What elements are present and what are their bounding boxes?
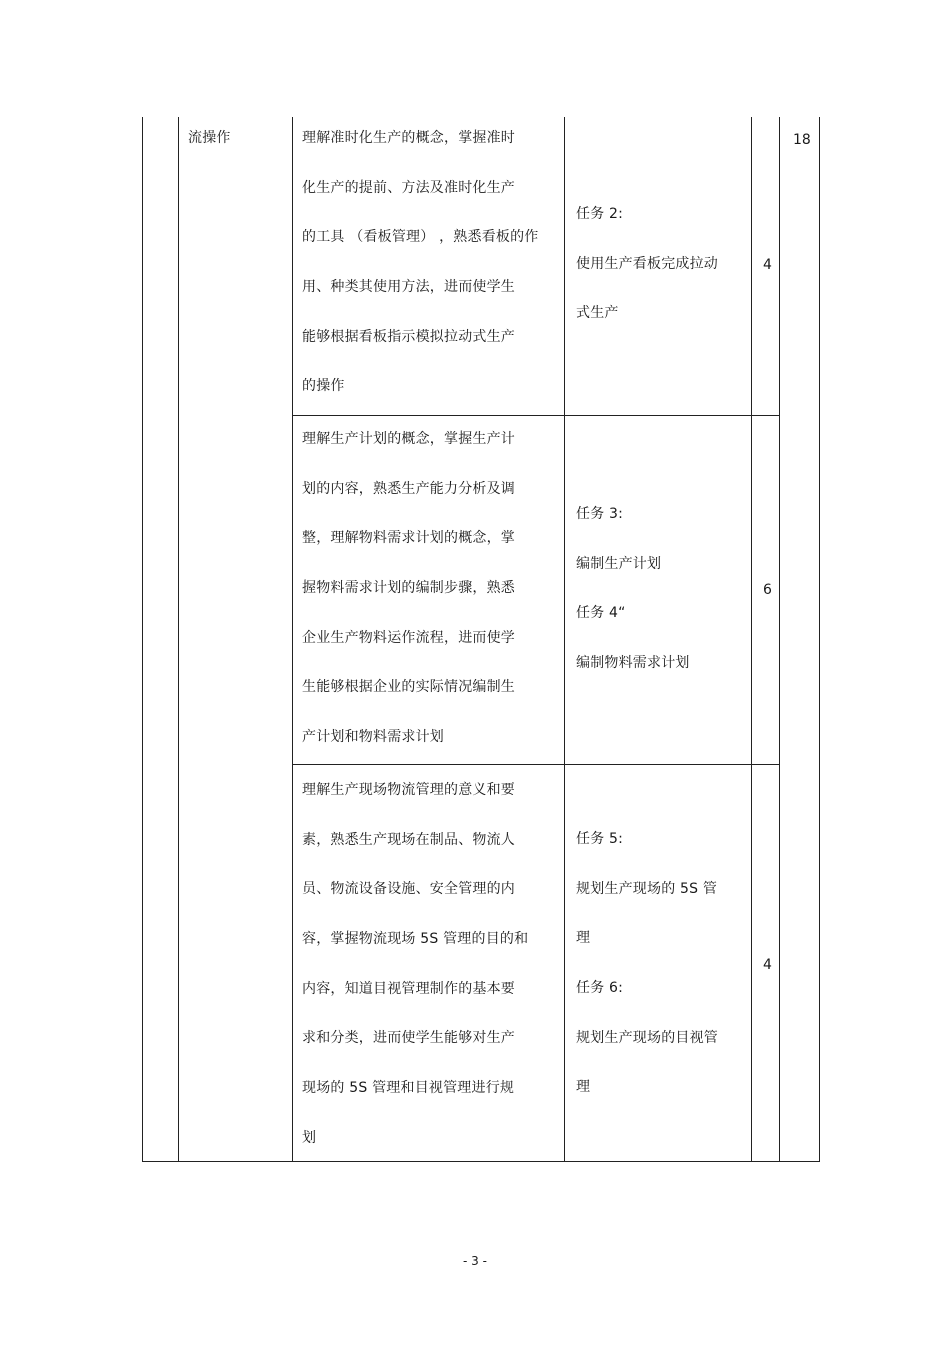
content-cell-row-2 [302, 415, 515, 763]
table-divider [292, 117, 293, 1162]
content-line: 内容，知道目视管理制作的基本要 [302, 980, 515, 997]
content-line: 员、物流设备设施、安全管理的内 [302, 881, 515, 898]
category-label: 流操作 [188, 130, 231, 146]
table-divider [779, 117, 780, 1162]
content-line: 能够根据看板指示模拟拉动式生产 [302, 328, 515, 345]
task-cell-row-1 [576, 190, 718, 339]
content-line: 素，熟悉生产现场在制品、物流人 [302, 831, 515, 848]
total-hours: 18 [793, 132, 811, 148]
content-line: 产计划和物料需求计划 [302, 729, 444, 746]
content-line: 化生产的提前、方法及准时化生产 [302, 179, 515, 196]
content-line: 划的内容，熟悉生产能力分析及调 [302, 480, 515, 497]
table-divider [751, 117, 752, 1162]
table-divider [178, 117, 179, 1162]
task-line: 任务 3: [576, 506, 624, 522]
content-line: 求和分类，进而使学生能够对生产 [302, 1030, 515, 1047]
content-line: 划 [302, 1129, 317, 1146]
content-line: 理解生产计划的概念，掌握生产计 [302, 431, 515, 447]
table-border-left [142, 117, 143, 1162]
content-line: 企业生产物料运作流程，进而使学 [302, 629, 515, 646]
hours-row-2: 6 [763, 582, 772, 598]
task-line: 理 [576, 930, 591, 947]
content-line: 理解准时化生产的概念，掌握准时 [302, 130, 515, 146]
task-line: 规划生产现场的目视管 [576, 1029, 718, 1046]
task-line: 理 [576, 1079, 591, 1096]
content-line: 整，理解物料需求计划的概念，掌 [302, 530, 515, 547]
task-cell-row-2 [576, 490, 690, 689]
task-line: 编制生产计划 [576, 555, 662, 572]
content-cell-row-3 [302, 766, 528, 1164]
task-line: 任务 6: [576, 980, 624, 997]
row-divider [292, 764, 780, 765]
content-cell-row-1 [302, 114, 539, 412]
task-line: 任务 5: [576, 831, 624, 847]
hours-row-1: 4 [763, 257, 772, 273]
page-number: - 3 - [463, 1254, 487, 1268]
table-border-right [819, 117, 820, 1162]
task-line: 使用生产看板完成拉动 [576, 255, 718, 272]
task-line: 任务 2: [576, 206, 624, 222]
content-line: 生能够根据企业的实际情况编制生 [302, 679, 515, 696]
content-line: 容，掌握物流现场 5S 管理的目的和 [302, 931, 529, 948]
content-line: 的工具 （看板管理） ，熟悉看板的作 [302, 229, 539, 246]
content-line: 握物料需求计划的编制步骤，熟悉 [302, 580, 515, 597]
task-cell-row-3 [576, 815, 718, 1113]
hours-row-3: 4 [763, 957, 772, 973]
task-line: 编制物料需求计划 [576, 655, 690, 672]
content-line: 用、种类其使用方法，进而使学生 [302, 279, 515, 296]
task-line: 式生产 [576, 305, 619, 322]
content-line: 的操作 [302, 378, 345, 395]
table-divider [564, 117, 565, 1162]
task-line: 任务 4“ [576, 605, 626, 622]
content-line: 现场的 5S 管理和目视管理进行规 [302, 1080, 515, 1097]
task-line: 规划生产现场的 5S 管 [576, 880, 718, 897]
content-line: 理解生产现场物流管理的意义和要 [302, 782, 515, 798]
